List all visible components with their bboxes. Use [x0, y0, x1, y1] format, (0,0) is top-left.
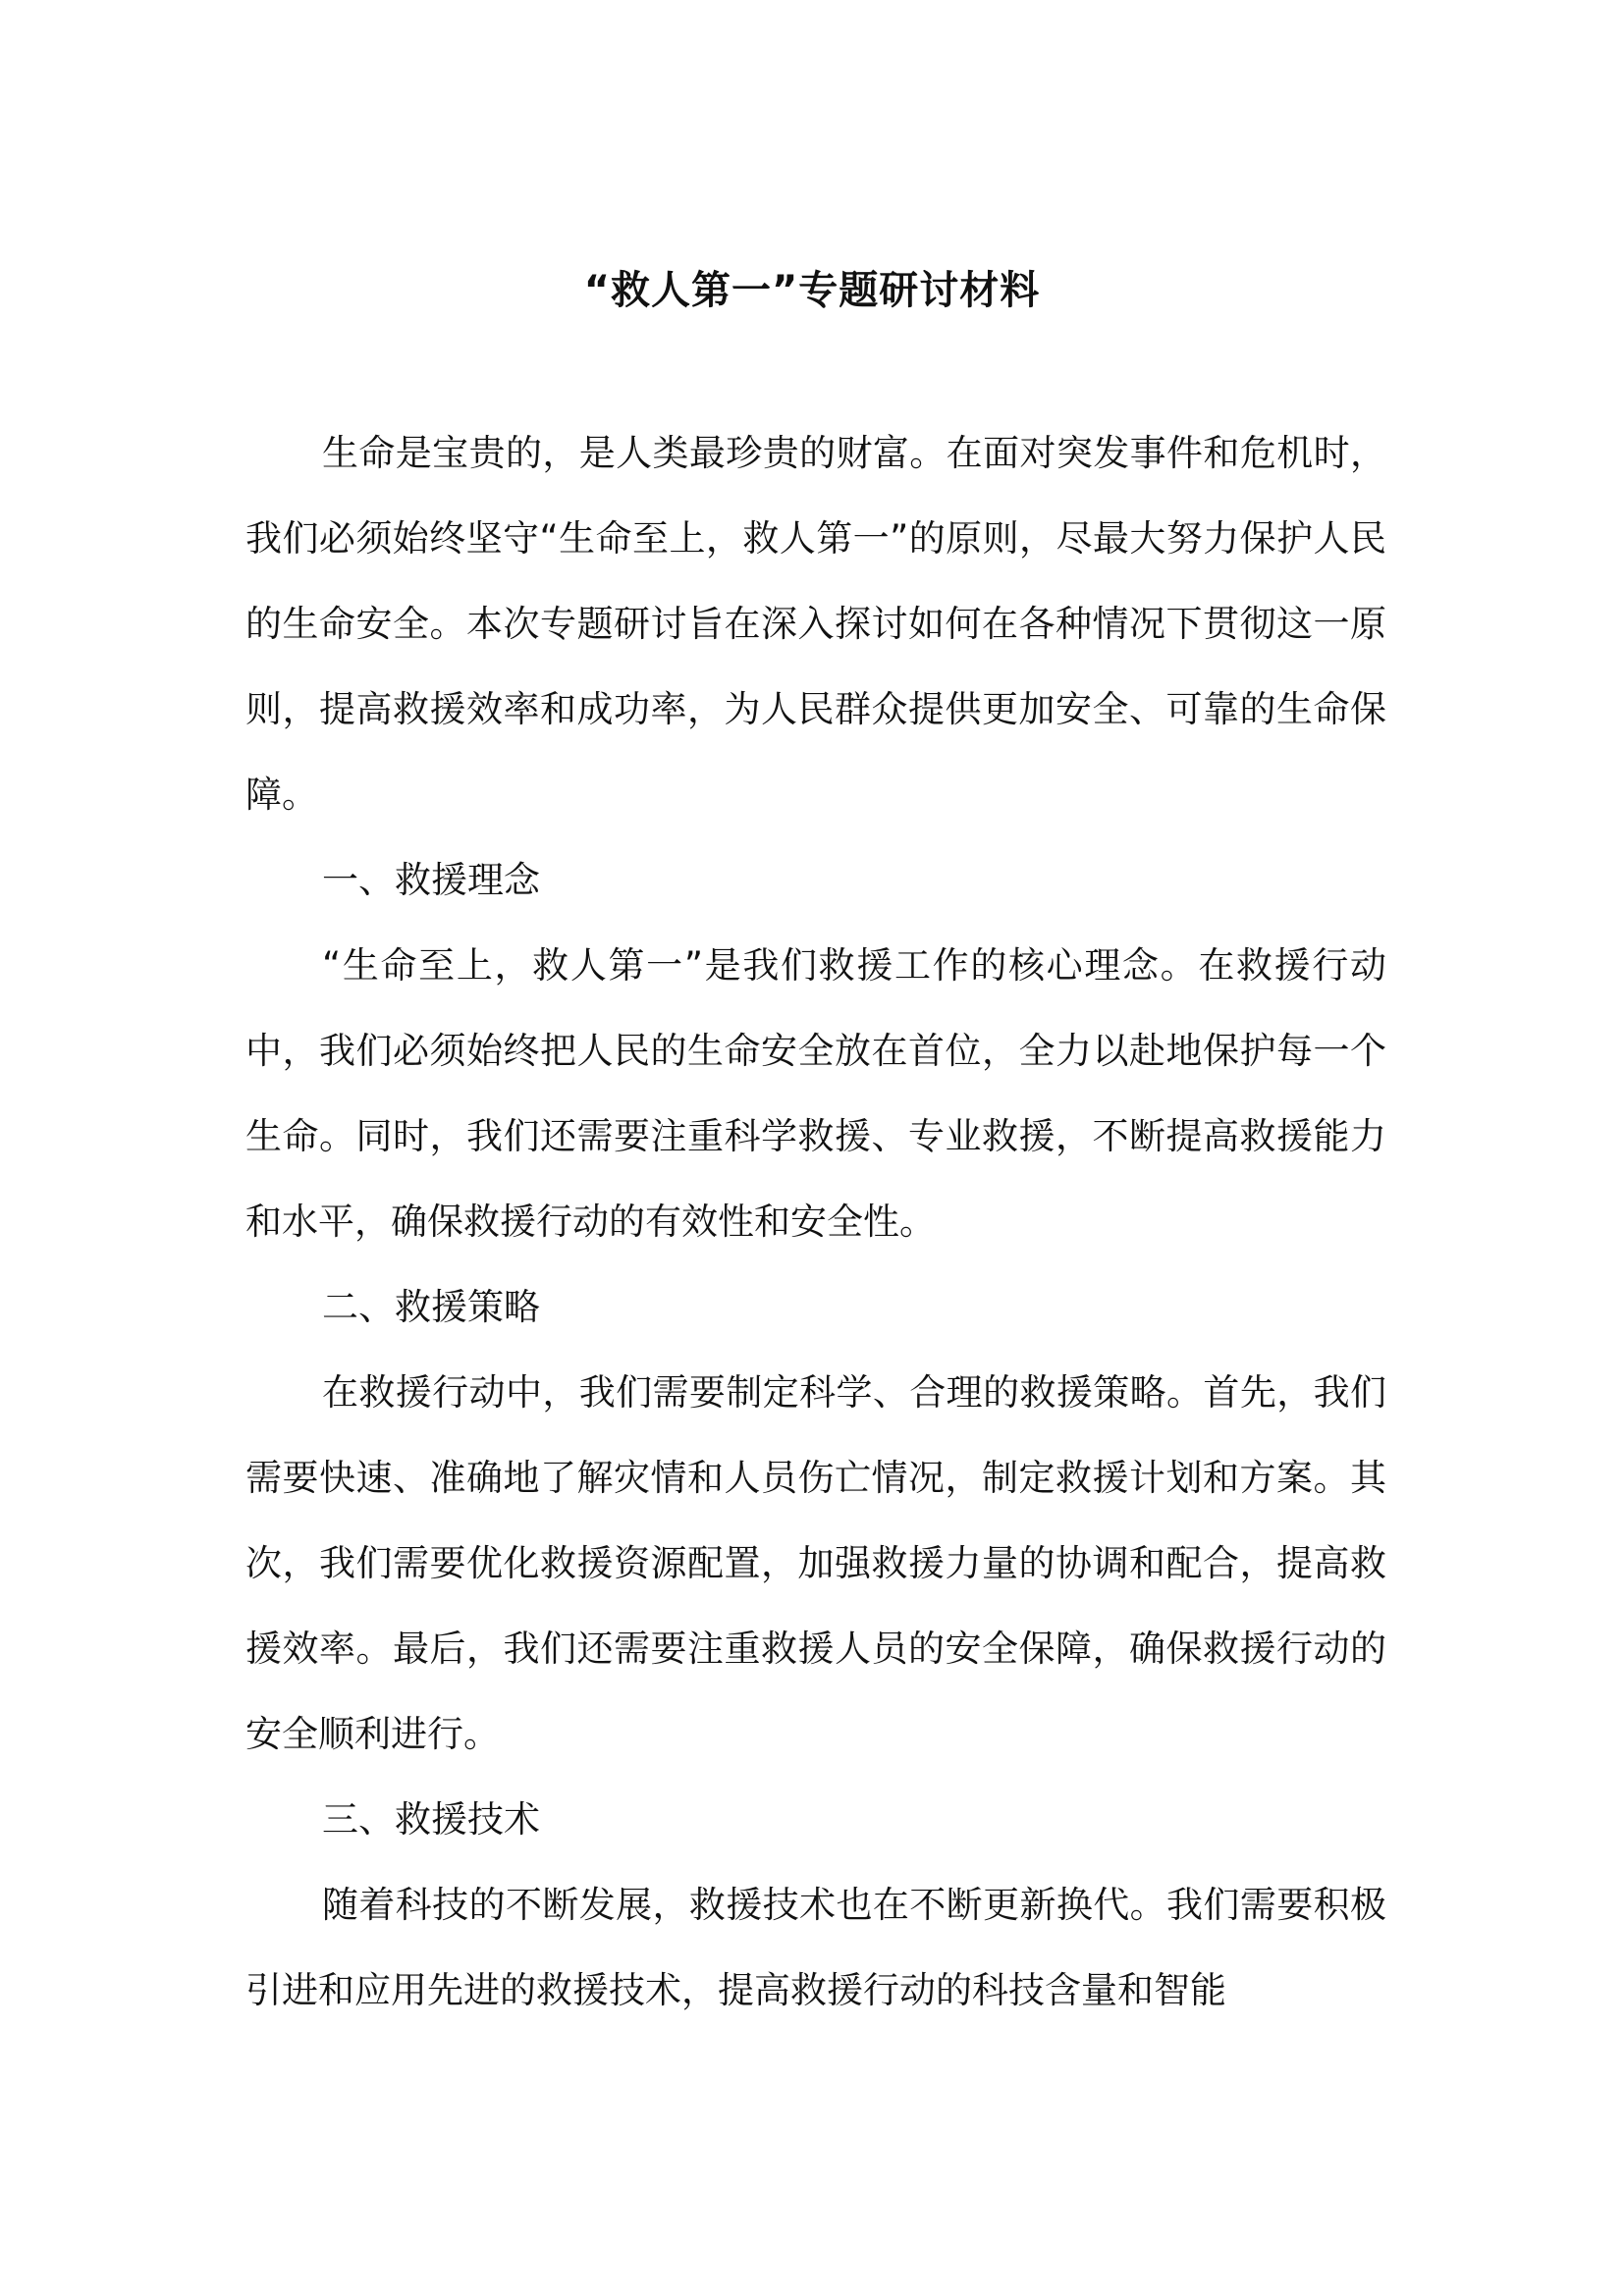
section-heading-rescue-strategy: 二、救援策略	[322, 1286, 540, 1328]
document-body	[245, 410, 1386, 2033]
rescue-technology-paragraph: 随着科技的不断发展，救援技术也在不断更新换代。我们需要积极引进和应用先进的救援技术，提高救援行动的科技含量和智能	[245, 1884, 1386, 2011]
rescue-strategy-paragraph: 在救援行动中，我们需要制定科学、合理的救援策略。首先，我们需要快速、准确地了解灾情和人员伤亡情况，制定救援计划和方案。其次，我们需要优化救援资源配置，加强救援力量的协调和配合，提高救援效率。最后，我们还需要注重救援人员的安全保障，确保救援行动的安全顺利进行。	[245, 1371, 1386, 1755]
section-heading-rescue-concept: 一、救援理念	[322, 859, 540, 901]
intro-paragraph: 生命是宝贵的，是人类最珍贵的财富。在面对突发事件和危机时，我们必须始终坚守“生命至上，救人第一”的原则，尽最大努力保护人民的生命安全。本次专题研讨旨在深入探讨如何在各种情况下贯彻这一原则，提高救援效率和成功率，为人民群众提供更加安全、可靠的生命保障。	[245, 432, 1386, 816]
document-title: “救人第一”专题研讨材料	[583, 268, 1041, 313]
section-heading-rescue-technology: 三、救援技术	[322, 1798, 540, 1841]
rescue-concept-paragraph: “生命至上，救人第一”是我们救援工作的核心理念。在救援行动中，我们必须始终把人民的生命安全放在首位，全力以赴地保护每一个生命。同时，我们还需要注重科学救援、专业救援，不断提高救援能力和水平，确保救援行动的有效性和安全性。	[245, 944, 1386, 1243]
